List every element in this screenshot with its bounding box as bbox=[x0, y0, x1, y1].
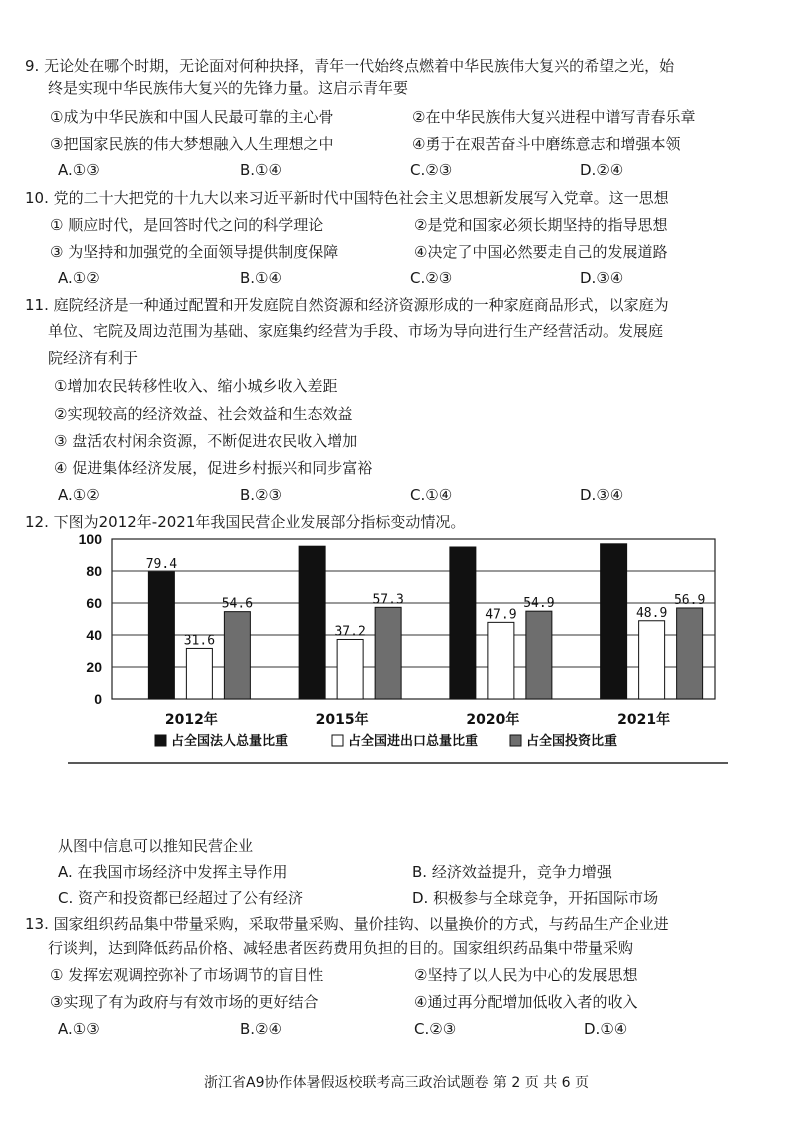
bar bbox=[186, 648, 212, 699]
bar-data-label: 47.9 bbox=[485, 607, 517, 623]
q9-statement-1: ①成为中华民族和中国人民最可靠的主心骨 bbox=[50, 108, 334, 126]
q9-statement-4: ④勇于在艰苦奋斗中磨练意志和增强本领 bbox=[412, 135, 681, 153]
bar-data-label: 54.9 bbox=[523, 596, 555, 612]
q12-choice-c: C. 资产和投资都已经超过了公有经济 bbox=[58, 889, 304, 907]
q12-choice-b: B. 经济效益提升，竞争力增强 bbox=[412, 863, 612, 881]
x-category-label: 2020年 bbox=[466, 712, 520, 728]
page-footer: 浙江省A9协作体暑假返校联考高三政治试题卷 第 2 页 共 6 页 bbox=[204, 1075, 589, 1091]
y-tick-label: 20 bbox=[86, 659, 102, 675]
q13-statement-4: ④通过再分配增加低收入者的收入 bbox=[414, 993, 638, 1011]
q12-choice-a: A. 在我国市场经济中发挥主导作用 bbox=[58, 863, 288, 881]
q13-choice-c: C.②③ bbox=[414, 1020, 457, 1038]
y-tick-label: 0 bbox=[94, 691, 102, 707]
q11-statement-3: ③ 盘活农村闲余资源，不断促进农民收入增加 bbox=[54, 432, 358, 450]
q11-choice-b: B.②③ bbox=[240, 486, 282, 504]
bar-data-label: 48.9 bbox=[635, 605, 668, 621]
q11-stem-line1: 11. 庭院经济是一种通过配置和开发庭院自然资源和经济资源形成的一种家庭商品形式，以家庭为 bbox=[25, 296, 669, 314]
q11-stem-line2: 单位、宅院及周边范围为基础、家庭集约经营为手段、市场为导向进行生产经营活动。发展庭 bbox=[48, 322, 664, 340]
q10-stem-line1: 10. 党的二十大把党的十九大以来习近平新时代中国特色社会主义思想新发展写入党章。这一思想 bbox=[25, 189, 669, 207]
bar bbox=[488, 622, 514, 699]
q9-stem-line1: 9. 无论处在哪个时期，无论面对何种抉择，青年一代始终点燃着中华民族伟大复兴的希望之光，始 bbox=[25, 57, 675, 75]
bar bbox=[148, 572, 174, 699]
bar-data-label: 37.2 bbox=[334, 624, 366, 640]
bar bbox=[375, 607, 401, 699]
bar-data-label: 57.3 bbox=[372, 592, 404, 608]
legend-swatch bbox=[332, 735, 343, 746]
x-category-label: 2012年 bbox=[164, 712, 218, 728]
q10-statement-1: ① 顺应时代，是回答时代之问的科学理论 bbox=[50, 216, 324, 234]
bar bbox=[677, 608, 703, 699]
q13-choice-d: D.①④ bbox=[584, 1020, 628, 1038]
q9-stem-line2: 终是实现中华民族伟大复兴的先锋力量。这启示青年要 bbox=[48, 79, 409, 97]
q9-statement-2: ②在中华民族伟大复兴进程中谱写青春乐章 bbox=[412, 108, 696, 126]
q13-stem-line1: 13. 国家组织药品集中带量采购，采取带量采购、量价挂钩、以量换价的方式，与药品生产企业进 bbox=[25, 915, 669, 933]
q12-choice-d: D. 积极参与全球竞争，开拓国际市场 bbox=[412, 889, 659, 907]
q9-choice-d: D.②④ bbox=[580, 161, 624, 179]
q13-stem-line2: 行谈判，达到降低药品价格、减轻患者医药费用负担的目的。国家组织药品集中带量采购 bbox=[48, 939, 634, 957]
bar bbox=[450, 547, 476, 699]
q10-choice-c: C.②③ bbox=[410, 269, 453, 287]
q11-choice-d: D.③④ bbox=[580, 486, 624, 504]
bar-data-label: 31.6 bbox=[183, 633, 216, 649]
bar bbox=[224, 612, 250, 699]
bar bbox=[601, 544, 627, 699]
legend-swatch bbox=[510, 735, 521, 746]
bar-data-label: 56.9 bbox=[673, 592, 706, 608]
q11-statement-4: ④ 促进集体经济发展，促进乡村振兴和同步富裕 bbox=[54, 459, 373, 477]
q10-choice-a: A.①② bbox=[58, 269, 100, 287]
q9-choice-a: A.①③ bbox=[58, 161, 100, 179]
q9-choice-b: B.①④ bbox=[240, 161, 282, 179]
q12-stem-line1: 12. 下图为2012年-2021年我国民营企业发展部分指标变动情况。 bbox=[25, 513, 466, 531]
q13-statement-1: ① 发挥宏观调控弥补了市场调节的盲目性 bbox=[50, 966, 324, 984]
bar-data-label: 54.6 bbox=[221, 596, 254, 612]
q11-choice-a: A.①② bbox=[58, 486, 100, 504]
q12-stem-line2: 从图中信息可以推知民营企业 bbox=[58, 837, 254, 855]
q13-statement-2: ②坚持了以人民为中心的发展思想 bbox=[414, 966, 638, 984]
q13-choice-b: B.②④ bbox=[240, 1020, 282, 1038]
q11-stem-line3: 院经济有利于 bbox=[48, 349, 139, 367]
q11-choice-c: C.①④ bbox=[410, 486, 453, 504]
q11-statement-2: ②实现较高的经济效益、社会效益和生态效益 bbox=[54, 405, 353, 423]
q10-choice-d: D.③④ bbox=[580, 269, 624, 287]
q10-statement-3: ③ 为坚持和加强党的全面领导提供制度保障 bbox=[50, 243, 339, 261]
legend-label: 占全国法人总量比重 bbox=[171, 734, 289, 749]
q12-bar-chart bbox=[60, 527, 730, 767]
legend-swatch bbox=[155, 735, 166, 746]
q12-chart-svg bbox=[60, 527, 730, 767]
bar bbox=[639, 621, 665, 699]
bar-data-label: 79.4 bbox=[145, 556, 178, 572]
q10-statement-4: ④决定了中国必然要走自己的发展道路 bbox=[414, 243, 668, 261]
bar bbox=[299, 546, 325, 699]
x-category-label: 2015年 bbox=[315, 712, 369, 728]
q9-statement-3: ③把国家民族的伟大梦想融入人生理想之中 bbox=[50, 135, 334, 153]
x-category-label: 2021年 bbox=[617, 712, 671, 728]
y-tick-label: 80 bbox=[86, 563, 102, 579]
bar bbox=[337, 639, 363, 699]
legend-label: 占全国投资比重 bbox=[526, 734, 618, 749]
y-tick-label: 60 bbox=[86, 595, 102, 611]
bar bbox=[526, 611, 552, 699]
q11-statement-1: ①增加农民转移性收入、缩小城乡收入差距 bbox=[54, 377, 338, 395]
q13-statement-3: ③实现了有为政府与有效市场的更好结合 bbox=[50, 993, 319, 1011]
q10-choice-b: B.①④ bbox=[240, 269, 282, 287]
q9-choice-c: C.②③ bbox=[410, 161, 453, 179]
q13-choice-a: A.①③ bbox=[58, 1020, 100, 1038]
y-tick-label: 40 bbox=[86, 627, 102, 643]
q10-statement-2: ②是党和国家必须长期坚持的指导思想 bbox=[414, 216, 668, 234]
y-tick-label: 100 bbox=[78, 531, 102, 547]
legend-label: 占全国进出口总量比重 bbox=[348, 734, 479, 749]
